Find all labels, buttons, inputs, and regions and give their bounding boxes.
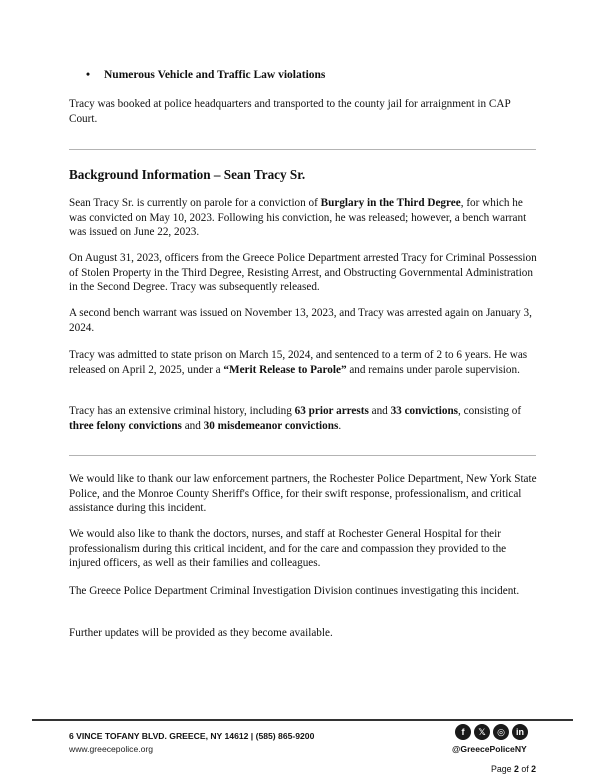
parole-text: Sean Tracy Sr. is currently on parole for a conviction of — [69, 197, 321, 209]
prison-paragraph — [69, 348, 537, 377]
page-current: 2 — [514, 764, 519, 774]
footer-rule — [32, 719, 573, 721]
history-text-and-2: and — [181, 419, 204, 432]
background-heading: Background Information – Sean Tracy Sr. — [69, 167, 306, 182]
page-label: Page — [491, 764, 514, 774]
section-divider-top — [69, 149, 536, 150]
bullet-text: Numerous Vehicle and Traffic Law violations — [104, 69, 326, 81]
investigation-paragraph: The Greece Police Department Criminal Investigation Division continues investigating this incident. — [69, 585, 520, 597]
page-of: of — [518, 764, 532, 774]
parole-paragraph — [69, 196, 537, 240]
arrests-emphasis: 63 prior arrests — [294, 405, 369, 417]
x-icon[interactable]: 𝕏 — [474, 724, 490, 740]
footer-address: 6 VINCE TOFANY BLVD. GREECE, NY 14612 | (585) 865-9200 — [69, 731, 315, 741]
facebook-icon[interactable]: f — [455, 724, 471, 740]
parole-text-cont: , for which he was convicted on May 10, 2023. Following his conviction, he was released; however, a bench warrant was issued on June 22, 2023. — [69, 197, 527, 238]
page-number — [491, 764, 536, 774]
social-handle: @GreecePoliceNY — [452, 744, 527, 754]
august-arrest-paragraph: On August 31, 2023, officers from the Greece Police Department arrested Tracy for Criminal Possession of Stolen Property in the Third Degree, Resisting Arrest, and Obstructing Governmental Administration in the Second Degree. Tracy was subsequently released. — [69, 252, 537, 293]
linkedin-icon[interactable]: in — [512, 724, 528, 740]
updates-paragraph: Further updates will be provided as they become available. — [69, 627, 333, 639]
instagram-icon[interactable]: ◎ — [493, 724, 509, 740]
section-divider-bottom — [69, 455, 536, 456]
history-text-consisting: , consisting of — [458, 405, 522, 417]
booking-paragraph: Tracy was booked at police headquarters and transported to the county jail for arraignment in CAP Court. — [69, 98, 511, 125]
second-warrant-paragraph: A second bench warrant was issued on November 13, 2023, and Tracy was arrested again on January 3, 2024. — [69, 307, 532, 334]
history-text-end: . — [338, 419, 342, 432]
history-text-and: and — [368, 405, 391, 417]
thanks-partners-paragraph: We would like to thank our law enforcement partners, the Rochester Police Department, New York State Police, and the Monroe County Sheriff's Office, for their swift response, professionalism, and critical assistance during this incident. — [69, 473, 537, 514]
convictions-emphasis: 33 convictions — [390, 405, 459, 417]
prison-text-cont: and remains under parole supervision. — [346, 363, 520, 376]
felony-emphasis: three felony convictions — [69, 419, 182, 432]
thanks-hospital-paragraph: We would also like to thank the doctors, nurses, and staff at Rochester General Hospital for their professionalism during this critical incident, and for the care and compassion they provided to the injured officers, as well as their families and colleagues. — [69, 528, 507, 569]
prison-text: Tracy was admitted to state prison on March 15, 2024, and sentenced to a term of 2 to 6 years. He was released on April 2, 2025, under a — [69, 349, 528, 376]
merit-release-emphasis: “Merit Release to Parole” — [223, 363, 347, 376]
bullet-dot: • — [86, 69, 91, 81]
social-icons — [455, 724, 528, 740]
footer-website-link[interactable]: www.greecepolice.org — [69, 744, 154, 754]
misdemeanor-emphasis: 30 misdemeanor convictions — [203, 419, 339, 432]
conviction-emphasis: Burglary in the Third Degree — [320, 197, 461, 209]
criminal-history-paragraph — [69, 404, 537, 433]
history-text: Tracy has an extensive criminal history, including — [69, 405, 295, 417]
page-total: 2 — [531, 764, 537, 774]
